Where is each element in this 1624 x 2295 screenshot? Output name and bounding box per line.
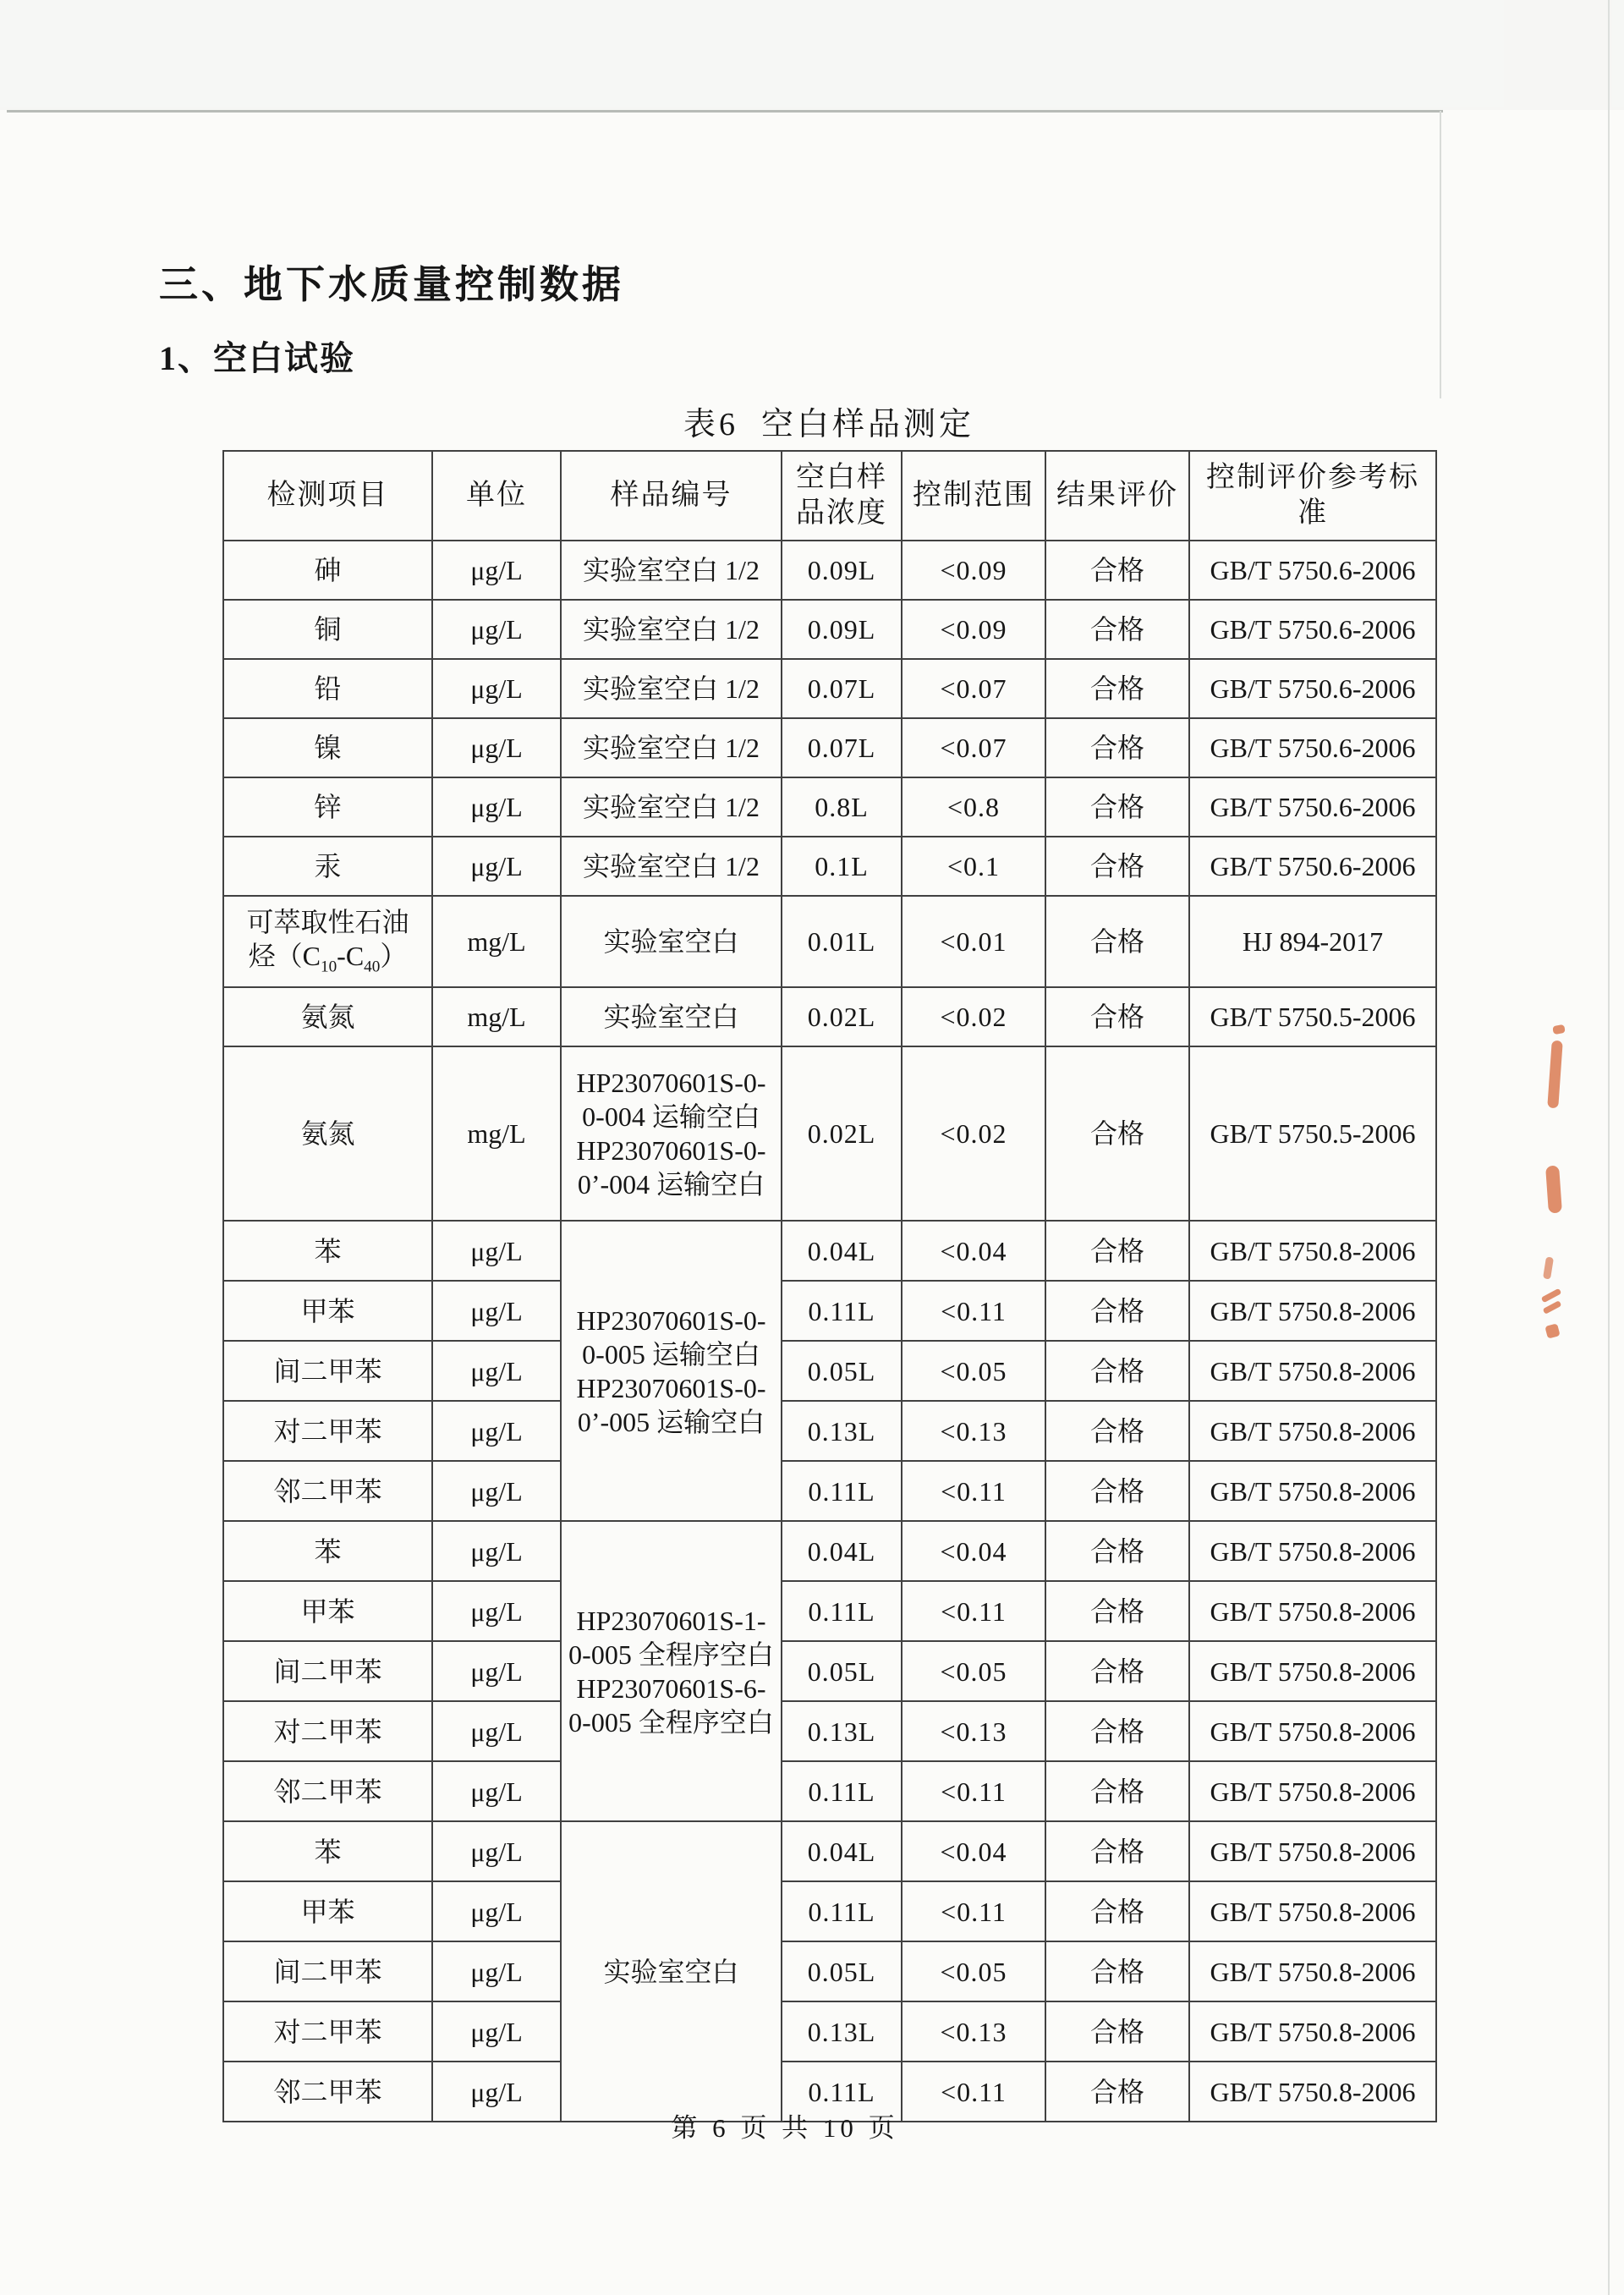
cell-concentration: 0.1L — [782, 837, 902, 896]
cell-range: <0.07 — [902, 659, 1045, 718]
cell-result: 合格 — [1045, 1641, 1189, 1701]
cell-unit: μg/L — [432, 1821, 561, 1881]
cell-concentration: 0.09L — [782, 541, 902, 600]
col-header-range: 控制范围 — [902, 451, 1045, 541]
cell-unit: μg/L — [432, 659, 561, 718]
cell-range: <0.11 — [902, 1881, 1045, 1941]
cell-standard: GB/T 5750.8-2006 — [1189, 1401, 1436, 1461]
cell-unit: μg/L — [432, 541, 561, 600]
cell-concentration: 0.8L — [782, 777, 902, 837]
cell-result: 合格 — [1045, 1401, 1189, 1461]
table-row — [223, 1881, 1436, 1941]
cell-range: <0.09 — [902, 600, 1045, 659]
cell-item: 邻二甲苯 — [223, 2062, 432, 2122]
cell-concentration: 0.01L — [782, 896, 902, 987]
cell-result: 合格 — [1045, 1941, 1189, 2001]
cell-range: <0.07 — [902, 718, 1045, 777]
cell-item: 甲苯 — [223, 1581, 432, 1641]
cell-result: 合格 — [1045, 1046, 1189, 1221]
cell-item: 邻二甲苯 — [223, 1461, 432, 1521]
cell-result: 合格 — [1045, 1461, 1189, 1521]
cell-result: 合格 — [1045, 1881, 1189, 1941]
cell-unit: μg/L — [432, 1701, 561, 1761]
cell-item: 苯 — [223, 1221, 432, 1281]
stamp-fragment — [1547, 1040, 1563, 1109]
sample-id-line: HP23070601S-6-0-005 全程序空白 — [568, 1672, 774, 1738]
cell-concentration: 0.07L — [782, 659, 902, 718]
table-title: 表6 空白样品测定 — [683, 407, 974, 442]
cell-standard: GB/T 5750.8-2006 — [1189, 1221, 1436, 1281]
table-row — [223, 1401, 1436, 1461]
cell-range: <0.02 — [902, 1046, 1045, 1221]
cell-concentration: 0.07L — [782, 718, 902, 777]
cell-unit: μg/L — [432, 1521, 561, 1581]
cell-result: 合格 — [1045, 1581, 1189, 1641]
cell-unit: μg/L — [432, 1941, 561, 2001]
cell-item: 对二甲苯 — [223, 1401, 432, 1461]
cell-unit: μg/L — [432, 2062, 561, 2122]
cell-standard: GB/T 5750.8-2006 — [1189, 1821, 1436, 1881]
cell-unit: μg/L — [432, 1761, 561, 1821]
cell-concentration: 0.04L — [782, 1521, 902, 1581]
cell-sample: 实验室空白 1/2 — [561, 718, 782, 777]
cell-item: 甲苯 — [223, 1881, 432, 1941]
subsection-title: 1、空白试验 — [159, 339, 355, 377]
cell-standard: GB/T 5750.6-2006 — [1189, 600, 1436, 659]
cell-sample-merged — [561, 1221, 782, 1521]
cell-result: 合格 — [1045, 1761, 1189, 1821]
scan-horizontal-line — [7, 110, 1443, 113]
cell-item: 汞 — [223, 837, 432, 896]
cell-unit: μg/L — [432, 1401, 561, 1461]
cell-result: 合格 — [1045, 1221, 1189, 1281]
col-header-standard: 控制评价参考标准 — [1189, 451, 1436, 541]
cell-item: 砷 — [223, 541, 432, 600]
col-header-item: 检测项目 — [223, 451, 432, 541]
cell-range: <0.13 — [902, 1401, 1045, 1461]
cell-unit: μg/L — [432, 600, 561, 659]
cell-concentration: 0.11L — [782, 1761, 902, 1821]
cell-range: <0.1 — [902, 837, 1045, 896]
cell-item: 间二甲苯 — [223, 1941, 432, 2001]
cell-concentration: 0.09L — [782, 600, 902, 659]
cell-concentration: 0.11L — [782, 1461, 902, 1521]
cell-standard: GB/T 5750.8-2006 — [1189, 1881, 1436, 1941]
cell-unit: μg/L — [432, 1881, 561, 1941]
stamp-fragment — [1543, 1300, 1562, 1315]
cell-sample: 实验室空白 1/2 — [561, 837, 782, 896]
item-line2: 烃$(C_{10}-C_{40})$ — [248, 941, 408, 976]
cell-range: <0.02 — [902, 987, 1045, 1046]
cell-concentration: 0.13L — [782, 1701, 902, 1761]
cell-item: 苯 — [223, 1821, 432, 1881]
header-row — [223, 451, 1436, 541]
cell-standard: GB/T 5750.8-2006 — [1189, 1341, 1436, 1401]
sample-id-line: 实验室空白 — [603, 1956, 739, 1987]
table-row — [223, 1341, 1436, 1401]
cell-result: 合格 — [1045, 987, 1189, 1046]
col-header-concentration-line1: 空白样 — [796, 461, 887, 493]
table-row — [223, 837, 1436, 896]
cell-concentration: 0.11L — [782, 1281, 902, 1341]
cell-sample: 实验室空白 1/2 — [561, 777, 782, 837]
cell-standard: GB/T 5750.8-2006 — [1189, 1281, 1436, 1341]
cell-result: 合格 — [1045, 2001, 1189, 2062]
col-header-unit: 单位 — [432, 451, 561, 541]
cell-concentration: 0.13L — [782, 2001, 902, 2062]
cell-unit: μg/L — [432, 837, 561, 896]
cell-standard: GB/T 5750.8-2006 — [1189, 2062, 1436, 2122]
cell-standard: HJ 894-2017 — [1189, 896, 1436, 987]
stamp-fragment — [1552, 1024, 1566, 1035]
cell-unit: μg/L — [432, 2001, 561, 2062]
cell-sample: 实验室空白 1/2 — [561, 600, 782, 659]
cell-sample-merged — [561, 1821, 782, 2122]
cell-standard: GB/T 5750.8-2006 — [1189, 1941, 1436, 2001]
cell-unit: μg/L — [432, 1221, 561, 1281]
col-header-sample: 样品编号 — [561, 451, 782, 541]
cell-standard: GB/T 5750.8-2006 — [1189, 1761, 1436, 1821]
table-row — [223, 718, 1436, 777]
cell-unit: μg/L — [432, 1461, 561, 1521]
cell-range: <0.11 — [902, 1281, 1045, 1341]
cell-range: <0.11 — [902, 1581, 1045, 1641]
cell-unit: μg/L — [432, 1581, 561, 1641]
cell-result: 合格 — [1045, 541, 1189, 600]
table-row — [223, 987, 1436, 1046]
table-row — [223, 659, 1436, 718]
page-number: 第 6 页 共 10 页 — [671, 2113, 899, 2143]
cell-sample: 实验室空白 — [561, 987, 782, 1046]
cell-item: 甲苯 — [223, 1281, 432, 1341]
cell-range: <0.04 — [902, 1521, 1045, 1581]
cell-result: 合格 — [1045, 1341, 1189, 1401]
cell-result: 合格 — [1045, 1521, 1189, 1581]
cell-result: 合格 — [1045, 896, 1189, 987]
table-row — [223, 1046, 1436, 1221]
cell-unit: mg/L — [432, 1046, 561, 1221]
cell-result: 合格 — [1045, 1701, 1189, 1761]
cell-concentration: 0.04L — [782, 1821, 902, 1881]
table-row — [223, 1641, 1436, 1701]
cell-result: 合格 — [1045, 777, 1189, 837]
table-row — [223, 1761, 1436, 1821]
cell-unit: mg/L — [432, 987, 561, 1046]
cell-standard: GB/T 5750.6-2006 — [1189, 837, 1436, 896]
cell-range: <0.01 — [902, 896, 1045, 987]
table-row — [223, 2001, 1436, 2062]
cell-range: <0.05 — [902, 1641, 1045, 1701]
cell-standard: GB/T 5750.8-2006 — [1189, 1641, 1436, 1701]
cell-item: 氨氮 — [223, 987, 432, 1046]
table-row — [223, 1221, 1436, 1281]
cell-sample-merged — [561, 1521, 782, 1821]
cell-concentration: 0.13L — [782, 1401, 902, 1461]
scan-top-band — [0, 0, 1624, 110]
table-row — [223, 1821, 1436, 1881]
cell-concentration: 0.02L — [782, 987, 902, 1046]
cell-standard: GB/T 5750.6-2006 — [1189, 541, 1436, 600]
col-header-concentration-line2: 品浓度 — [796, 497, 887, 529]
table-row — [223, 1701, 1436, 1761]
cell-result: 合格 — [1045, 1281, 1189, 1341]
cell-range: <0.05 — [902, 1941, 1045, 2001]
cell-range: <0.8 — [902, 777, 1045, 837]
page-edge-line — [1608, 0, 1610, 2295]
cell-concentration: 0.02L — [782, 1046, 902, 1221]
cell-item: 间二甲苯 — [223, 1341, 432, 1401]
cell-item: 氨氮 — [223, 1046, 432, 1221]
col-header-concentration — [782, 451, 902, 541]
sample-id-line: HP23070601S-0-0-005 运输空白 — [576, 1304, 766, 1370]
cell-item: 对二甲苯 — [223, 1701, 432, 1761]
stamp-fragment — [1545, 1166, 1562, 1214]
cell-unit: μg/L — [432, 718, 561, 777]
cell-unit: μg/L — [432, 1641, 561, 1701]
cell-item: 间二甲苯 — [223, 1641, 432, 1701]
cell-range: <0.09 — [902, 541, 1045, 600]
cell-concentration: 0.04L — [782, 1221, 902, 1281]
stamp-fragment — [1544, 1323, 1560, 1338]
item-line1: 可萃取性石油 — [246, 907, 409, 938]
table-row — [223, 777, 1436, 837]
cell-sample: 实验室空白 — [561, 896, 782, 987]
cell-standard: GB/T 5750.6-2006 — [1189, 718, 1436, 777]
cell-range: <0.05 — [902, 1341, 1045, 1401]
cell-item — [223, 896, 432, 987]
cell-result: 合格 — [1045, 837, 1189, 896]
table-row — [223, 1521, 1436, 1581]
sample-id-line: HP23070601S-0-0’-005 运输空白 — [576, 1372, 766, 1437]
cell-sample — [561, 1046, 782, 1221]
cell-item: 邻二甲苯 — [223, 1761, 432, 1821]
stamp-fragment — [1543, 1256, 1554, 1279]
cell-standard: GB/T 5750.8-2006 — [1189, 1701, 1436, 1761]
cell-standard: GB/T 5750.8-2006 — [1189, 1581, 1436, 1641]
cell-item: 锌 — [223, 777, 432, 837]
sample-id-line: HP23070601S-0-0-004 运输空白 — [576, 1068, 766, 1132]
cell-standard: GB/T 5750.6-2006 — [1189, 659, 1436, 718]
cell-range: <0.13 — [902, 2001, 1045, 2062]
cell-unit: μg/L — [432, 1281, 561, 1341]
table-row — [223, 1941, 1436, 2001]
cell-range: <0.11 — [902, 1461, 1045, 1521]
cell-concentration: 0.11L — [782, 1881, 902, 1941]
table-row — [223, 896, 1436, 987]
cell-standard: GB/T 5750.6-2006 — [1189, 777, 1436, 837]
blank-sample-table — [222, 450, 1437, 2122]
sample-id-line: HP23070601S-1-0-005 全程序空白 — [568, 1605, 774, 1670]
cell-concentration: 0.05L — [782, 1341, 902, 1401]
cell-concentration: 0.05L — [782, 1641, 902, 1701]
cell-item: 铅 — [223, 659, 432, 718]
table-row — [223, 600, 1436, 659]
cell-range: <0.13 — [902, 1701, 1045, 1761]
cell-standard: GB/T 5750.8-2006 — [1189, 1461, 1436, 1521]
cell-item: 对二甲苯 — [223, 2001, 432, 2062]
cell-result: 合格 — [1045, 1821, 1189, 1881]
cell-concentration: 0.05L — [782, 1941, 902, 2001]
cell-unit: μg/L — [432, 1341, 561, 1401]
cell-result: 合格 — [1045, 600, 1189, 659]
cell-standard: GB/T 5750.5-2006 — [1189, 987, 1436, 1046]
cell-result: 合格 — [1045, 2062, 1189, 2122]
cell-standard: GB/T 5750.8-2006 — [1189, 2001, 1436, 2062]
cell-range: <0.11 — [902, 2062, 1045, 2122]
table-row — [223, 541, 1436, 600]
table-row — [223, 1461, 1436, 1521]
cell-standard: GB/T 5750.5-2006 — [1189, 1046, 1436, 1221]
table-row — [223, 1581, 1436, 1641]
table-row — [223, 1281, 1436, 1341]
scan-fold-line — [1440, 111, 1441, 398]
cell-item: 苯 — [223, 1521, 432, 1581]
cell-unit: mg/L — [432, 896, 561, 987]
cell-sample: 实验室空白 1/2 — [561, 541, 782, 600]
cell-range: <0.11 — [902, 1761, 1045, 1821]
cell-concentration: 0.11L — [782, 1581, 902, 1641]
cell-result: 合格 — [1045, 718, 1189, 777]
cell-standard: GB/T 5750.8-2006 — [1189, 1521, 1436, 1581]
cell-item: 镍 — [223, 718, 432, 777]
cell-sample: 实验室空白 1/2 — [561, 659, 782, 718]
col-header-result: 结果评价 — [1045, 451, 1189, 541]
cell-concentration: 0.11L — [782, 2062, 902, 2122]
sample-id-line: HP23070601S-0-0’-004 运输空白 — [576, 1135, 766, 1200]
cell-range: <0.04 — [902, 1221, 1045, 1281]
cell-item: 铜 — [223, 600, 432, 659]
cell-unit: μg/L — [432, 777, 561, 837]
section-title: 三、地下水质量控制数据 — [159, 263, 624, 306]
cell-result: 合格 — [1045, 659, 1189, 718]
cell-range: <0.04 — [902, 1821, 1045, 1881]
